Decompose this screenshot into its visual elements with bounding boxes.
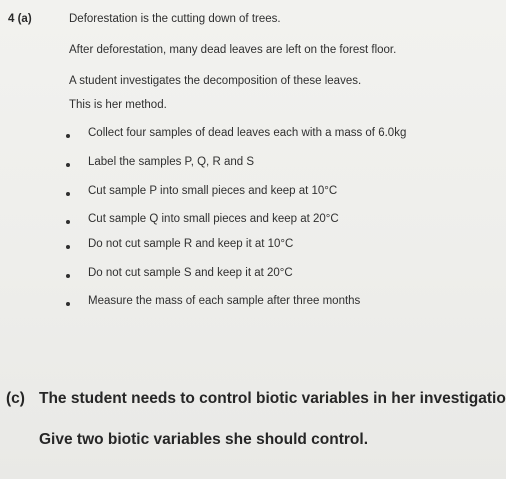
part-c-label: (c) [6,390,25,407]
bullet-icon [66,245,70,249]
bullet-icon [66,134,70,138]
intro-line-4: This is her method. [69,99,167,111]
part-c-instruction: Give two biotic variables she should control. [39,431,369,448]
bullet-icon [66,163,70,167]
method-step-2: Label the samples P, Q, R and S [88,156,254,168]
question-number: 4 (a) [8,13,32,25]
intro-line-3: A student investigates the decomposition of these leaves. [69,75,362,87]
method-step-5: Do not cut sample R and keep it at 10°C [88,238,294,250]
method-step-3: Cut sample P into small pieces and keep at 10°C [88,185,338,197]
intro-line-1: Deforestation is the cutting down of trees. [69,13,281,25]
bullet-icon [66,192,70,196]
bullet-icon [66,220,70,224]
bullet-icon [66,302,70,306]
method-step-1: Collect four samples of dead leaves each with a mass of 6.0kg [88,127,407,139]
method-step-6: Do not cut sample S and keep it at 20°C [88,267,293,279]
intro-line-2: After deforestation, many dead leaves are left on the forest floor. [69,44,397,56]
method-step-7: Measure the mass of each sample after three months [88,295,361,307]
method-step-4: Cut sample Q into small pieces and keep at 20°C [88,213,339,225]
part-c-question [6,390,506,408]
part-c-question-text: The student needs to control biotic variables in her investigatio [39,390,506,407]
bullet-icon [66,274,70,278]
